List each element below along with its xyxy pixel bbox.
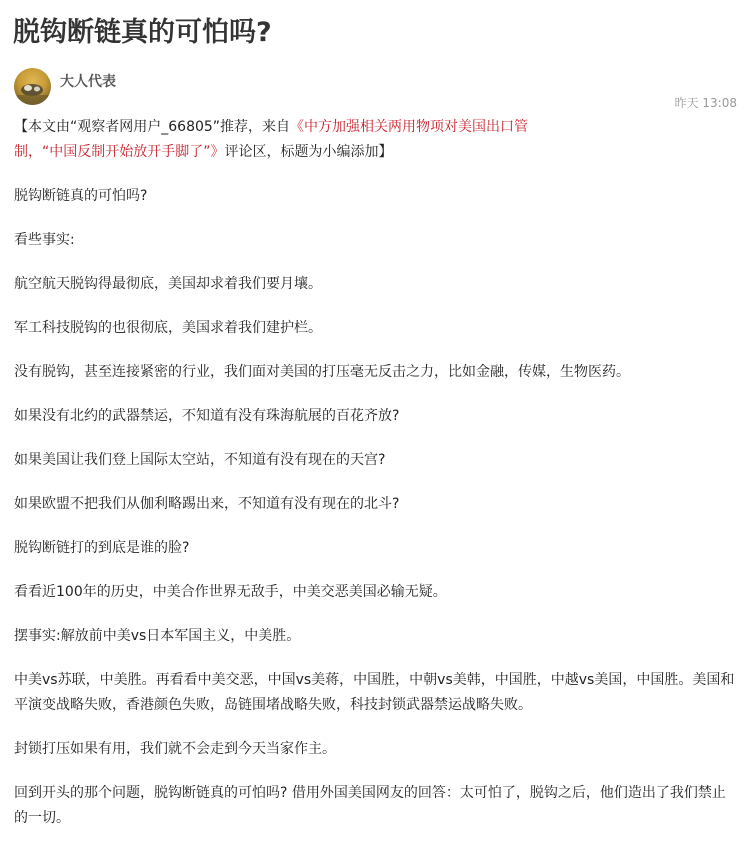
body-paragraph: 脱钩断链真的可怕吗? xyxy=(14,188,148,204)
source-article-link[interactable]: 《中方加强相关两用物项对美国出口管制，“中国反制开始放开手脚了”》 xyxy=(14,119,529,160)
body-paragraph: 摆事实:解放前中美vs日本军国主义，中美胜。 xyxy=(14,628,301,644)
body-paragraph: 没有脱钩，甚至连接紧密的行业，我们面对美国的打压毫无反击之力，比如金融，传媒，生物医药。 xyxy=(14,364,630,380)
body-paragraph: 中美vs苏联，中美胜。再看看中美交恶，中国vs美蒋，中国胜，中朝vs美韩，中国胜，中越vs美国，中国胜。美国和平演变战略失败，香港颜色失败，岛链围堵战略失败，科技封锁武器禁运战略失败。 xyxy=(14,672,735,713)
intro-prefix: 【本文由“观察者网用户_66805”推荐，来自 xyxy=(14,119,291,135)
author-avatar[interactable] xyxy=(14,68,51,105)
body-paragraph: 如果美国让我们登上国际太空站，不知道有没有现在的天宫? xyxy=(14,452,386,468)
body-paragraph: 脱钩断链打的到底是谁的脸? xyxy=(14,540,190,556)
body-paragraph: 军工科技脱钩的也很彻底，美国求着我们建护栏。 xyxy=(14,320,322,336)
post-time: 昨天 13:08 xyxy=(674,96,737,110)
intro-paragraph xyxy=(14,115,737,165)
intro-suffix: 评论区，标题为小编添加】 xyxy=(224,144,393,160)
author-name[interactable]: 大人代表 xyxy=(60,74,116,90)
body-paragraph: 封锁打压如果有用，我们就不会走到今天当家作主。 xyxy=(14,741,336,757)
body-paragraph: 如果没有北约的武器禁运，不知道有没有珠海航展的百花齐放? xyxy=(14,408,400,424)
body-paragraph: 看些事实: xyxy=(14,232,75,248)
article-body xyxy=(14,115,737,850)
body-paragraph: 看看近100年的历史，中美合作世界无敌手，中美交恶美国必输无疑。 xyxy=(14,584,447,600)
body-paragraph: 航空航天脱钩得最彻底，美国却求着我们要月壤。 xyxy=(14,276,322,292)
article-title: 脱钩断链真的可怕吗? xyxy=(13,17,272,48)
body-paragraph: 回到开头的那个问题，脱钩断链真的可怕吗? 借用外国美国网友的回答：太可怕了，脱钩之后，他们造出了我们禁止的一切。 xyxy=(14,785,726,826)
body-paragraph: 如果欧盟不把我们从伽利略踢出来，不知道有没有现在的北斗? xyxy=(14,496,400,512)
avatar-image-icon xyxy=(14,68,51,105)
